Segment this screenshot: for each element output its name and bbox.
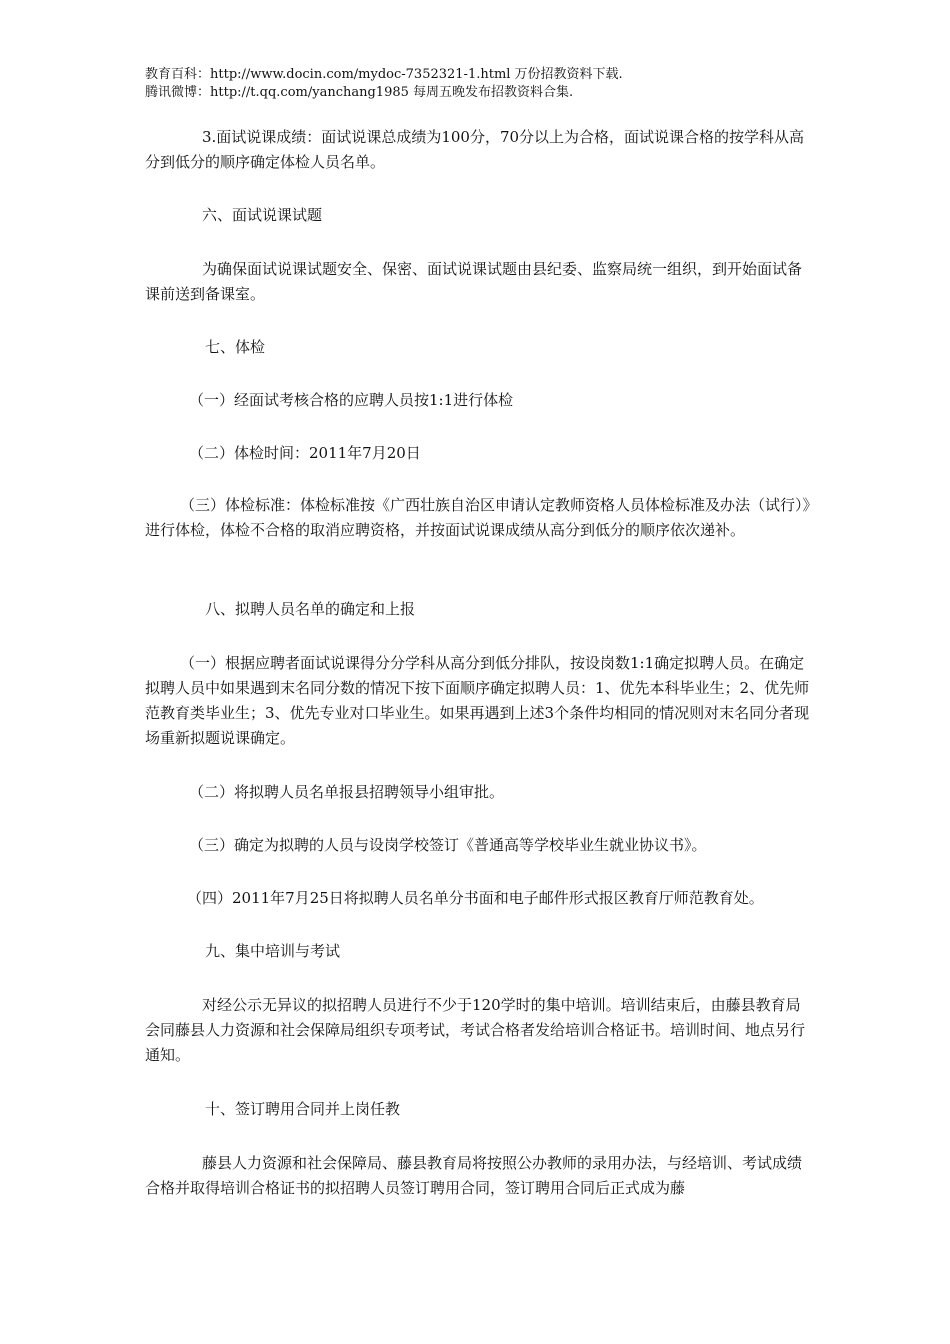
header-docin-line: 教育百科：http://www.docin.com/mydoc-7352321-1.html 万份招教资料下载.	[145, 67, 623, 82]
paragraph-test-questions: 为确保面试说课试题安全、保密、面试说课试题由县纪委、监察局统一组织，到开始面试备课前送到备课室。	[145, 260, 803, 303]
paragraph-contract: 藤县人力资源和社会保障局、藤县教育局将按照公办教师的录用办法，与经培训、考试成绩合格并取得培训合格证书的拟招聘人员签订聘用合同，签订聘用合同后正式成为藤	[145, 1154, 803, 1197]
section-heading-10: 十、签订聘用合同并上岗任教	[205, 1100, 401, 1118]
section-heading-6: 六、面试说课试题	[202, 206, 323, 224]
page-header	[145, 66, 825, 102]
header-weibo-line: 腾讯微博：http://t.qq.com/yanchang1985 每周五晚发布招教资料合集.	[145, 85, 574, 100]
paragraph-ranking-rules: （一）根据应聘者面试说课得分分学科从高分到低分排队，按设岗数1:1确定拟聘人员。在确定拟聘人员中如果遇到末名同分数的情况下按下面顺序确定拟聘人员：1、优先本科毕业生；2、优先师范教育类毕业生；3、优先专业对口毕业生。如果再遇到上述3个条件均相同的情况则对末名同分者现场重新拟题说课确定。	[145, 654, 810, 747]
paragraph-training: 对经公示无异议的拟招聘人员进行不少于120学时的集中培训。培训结束后，由藤县教育局会同藤县人力资源和社会保障局组织专项考试，考试合格者发给培训合格证书。培训时间、地点另行通知。	[145, 996, 806, 1064]
paragraph-exam-time: （二）体检时间：2011年7月20日	[189, 444, 421, 462]
section-heading-8: 八、拟聘人员名单的确定和上报	[205, 600, 416, 618]
paragraph-agreement: （三）确定为拟聘的人员与设岗学校签订《普通高等学校毕业生就业协议书》。	[189, 836, 707, 854]
paragraph-interview-score: 3.面试说课成绩：面试说课总成绩为100分，70分以上为合格，面试说课合格的按学科从高分到低分的顺序确定体检人员名单。	[145, 128, 805, 171]
section-heading-9: 九、集中培训与考试	[205, 942, 341, 960]
section-heading-7: 七、体检	[205, 338, 266, 356]
paragraph-exam-standard: （三）体检标准：体检标准按《广西壮族自治区申请认定教师资格人员体检标准及办法（试行）》进行体检，体检不合格的取消应聘资格，并按面试说课成绩从高分到低分的顺序依次递补。	[145, 496, 811, 539]
paragraph-approval: （二）将拟聘人员名单报县招聘领导小组审批。	[189, 783, 505, 801]
paragraph-report-deadline: （四）2011年7月25日将拟聘人员名单分书面和电子邮件形式报区教育厅师范教育处。	[187, 889, 764, 907]
paragraph-exam-ratio: （一）经面试考核合格的应聘人员按1:1进行体检	[189, 391, 514, 409]
